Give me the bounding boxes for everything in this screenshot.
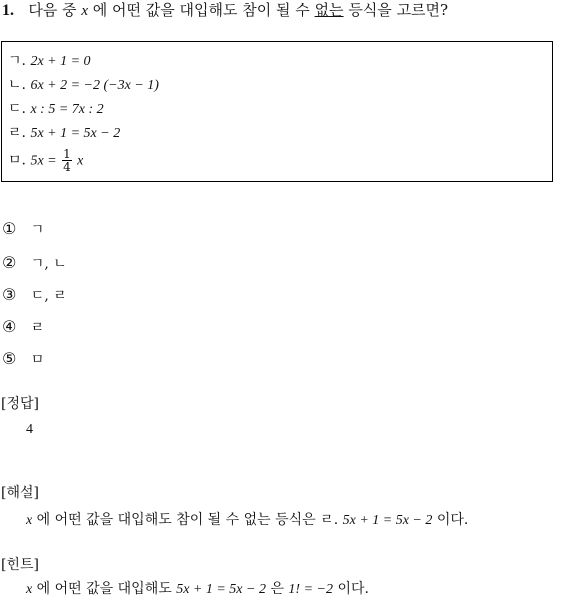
- choice-2-mark: ②: [2, 253, 17, 272]
- choice-2-text: ㄱ, ㄴ: [30, 256, 67, 272]
- choice-4[interactable]: [2, 317, 44, 337]
- explanation-expr: 5x + 1 = 5x − 2: [342, 513, 433, 528]
- explanation-text1: 에 어떤 값을 대입해도 참이 될 수 없는 등식은: [36, 512, 316, 528]
- choice-1-text: ㄱ: [30, 222, 45, 238]
- choice-4-mark: ④: [2, 317, 17, 336]
- question-number: 1.: [2, 2, 14, 19]
- statement-2-label: ㄴ.: [8, 77, 26, 93]
- hint-expr1: 5x + 1 = 5x − 2: [176, 582, 266, 597]
- statement-3-label: ㄷ.: [8, 101, 26, 117]
- fraction-denominator: 4: [63, 160, 71, 174]
- statement-3: [8, 101, 104, 119]
- choice-1-mark: ①: [2, 219, 17, 238]
- statement-4: [8, 125, 120, 143]
- choice-5[interactable]: [2, 349, 44, 369]
- choice-5-mark: ⑤: [2, 349, 17, 368]
- choice-1[interactable]: [2, 219, 44, 239]
- choice-3-mark: ③: [2, 285, 17, 304]
- hint-text3: 이다.: [337, 581, 369, 597]
- hint-text2: 은: [270, 581, 284, 597]
- question-suffix: 등식을 고르면?: [348, 1, 449, 19]
- explanation-expr-label: ㄹ.: [320, 512, 339, 528]
- choice-3-text: ㄷ, ㄹ: [30, 288, 67, 304]
- choice-5-text: ㅁ: [30, 352, 45, 368]
- statement-5-expr-right: x: [77, 153, 84, 169]
- fraction-numerator: 1: [63, 147, 71, 161]
- statement-5: [8, 148, 83, 173]
- statement-4-expr: 5x + 1 = 5x − 2: [30, 126, 121, 141]
- statement-2-expr: 6x + 2 = −2 (−3x − 1): [30, 78, 159, 93]
- explanation-line: [26, 512, 468, 530]
- explanation-var: x: [26, 513, 33, 528]
- explanation-text2: 이다.: [436, 512, 469, 528]
- question-line: [2, 1, 448, 20]
- statement-3-expr: x : 5 = 7x : 2: [30, 102, 104, 117]
- hint-var: x: [26, 582, 33, 597]
- explanation-label: [해설]: [1, 485, 39, 501]
- statement-1-expr: 2x + 1 = 0: [30, 54, 91, 69]
- hint-line: [26, 581, 369, 599]
- statement-5-label: ㅁ.: [8, 152, 26, 169]
- statement-5-expr-left: 5x =: [30, 153, 57, 169]
- hint-expr2: 1! = −2: [288, 582, 333, 597]
- statement-5-fraction: [62, 148, 72, 173]
- question-prefix: 다음 중: [28, 1, 77, 19]
- statement-1: [8, 53, 91, 71]
- hint-label: [힌트]: [1, 557, 39, 573]
- hint-text1: 에 어떤 값을 대입해도: [36, 581, 172, 597]
- statement-1-label: ㄱ.: [8, 53, 26, 69]
- choice-2[interactable]: [2, 253, 67, 273]
- choice-3[interactable]: [2, 285, 67, 305]
- statement-4-label: ㄹ.: [8, 125, 26, 141]
- statement-2: [8, 77, 159, 95]
- question-underlined: 없는: [314, 1, 344, 19]
- choice-4-text: ㄹ: [30, 320, 45, 336]
- question-var: x: [81, 3, 89, 19]
- answer-label: [정답]: [1, 396, 39, 412]
- question-mid: 에 어떤 값을 대입해도 참이 될 수: [92, 1, 310, 19]
- answer-value: 4: [26, 422, 33, 437]
